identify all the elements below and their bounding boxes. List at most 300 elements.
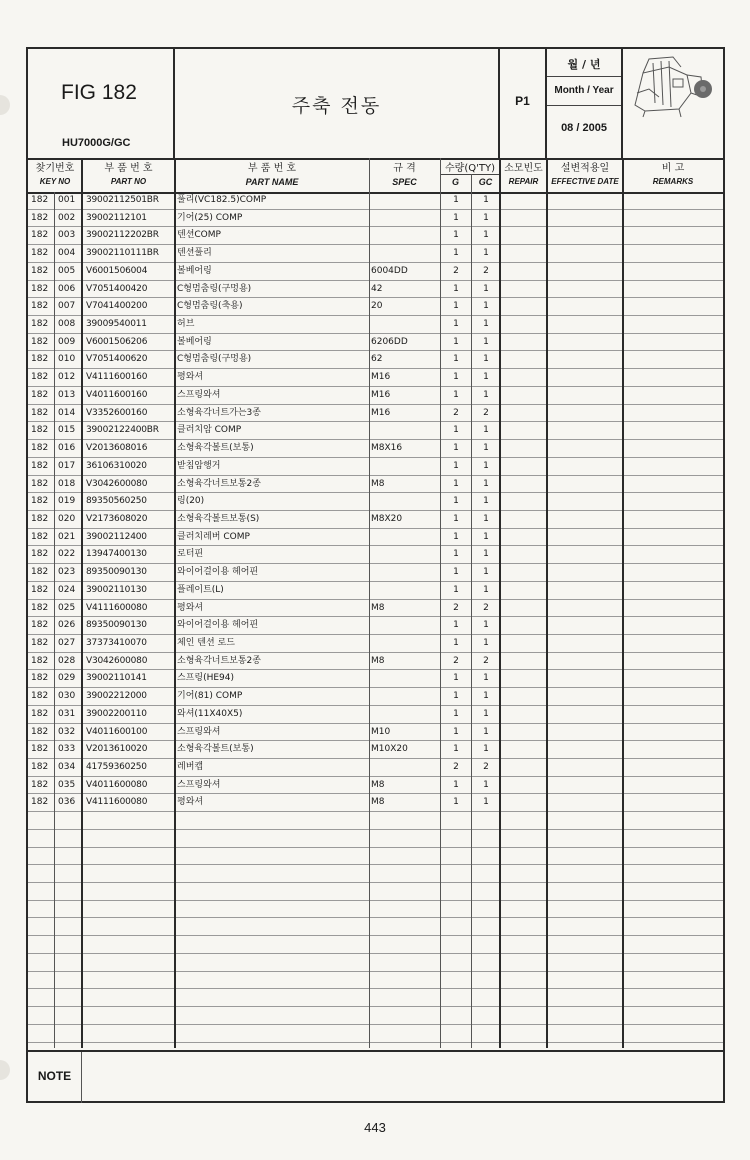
part-number: 39002112501BR bbox=[86, 195, 159, 205]
key-number: 035 bbox=[58, 779, 76, 790]
fig-number: 182 bbox=[31, 620, 49, 631]
part-name: 클러치레버 COMP bbox=[177, 531, 250, 542]
part-name: 볼베어링 bbox=[177, 336, 212, 347]
empty-row bbox=[28, 901, 723, 919]
part-name: C형멈춤링(구멍용) bbox=[177, 283, 252, 294]
col-part-no: 부 품 번 호 PART NO bbox=[104, 163, 153, 186]
part-spec: M10X20 bbox=[371, 744, 408, 755]
part-spec bbox=[371, 582, 441, 599]
table-row bbox=[28, 369, 723, 387]
part-name: 텐션풀리 bbox=[177, 248, 212, 259]
part-spec: 6004DD bbox=[371, 265, 408, 276]
part-name: 평와셔 bbox=[177, 797, 204, 808]
part-name: 소형육각볼트보통(S) bbox=[177, 513, 260, 524]
qty-g: 1 bbox=[453, 567, 459, 578]
col-repair: 소모빈도 REPAIR bbox=[504, 163, 543, 186]
part-number: V3042600080 bbox=[86, 655, 148, 666]
qty-g: 2 bbox=[453, 655, 459, 666]
qty-gc: 1 bbox=[483, 460, 489, 471]
qty-gc: 1 bbox=[483, 319, 489, 330]
part-spec bbox=[371, 706, 441, 723]
table-row bbox=[28, 245, 723, 263]
part-number: 37373410070 bbox=[86, 637, 147, 648]
part-spec bbox=[371, 493, 441, 510]
table-row bbox=[28, 617, 723, 635]
part-number: 13947400130 bbox=[86, 549, 147, 560]
part-name: 소형육각너트보통2종 bbox=[177, 478, 261, 489]
binder-hole-bottom bbox=[0, 1060, 10, 1080]
table-row bbox=[28, 476, 723, 494]
date-value: 08 / 2005 bbox=[561, 122, 607, 134]
col-effective-date: 설변적용일 EFFECTIVE DATE bbox=[551, 163, 619, 186]
qty-g: 2 bbox=[453, 265, 459, 276]
fig-number: 182 bbox=[31, 584, 49, 595]
part-number: V2013610020 bbox=[86, 744, 148, 755]
part-number: V2013608016 bbox=[86, 443, 148, 454]
fig-number: 182 bbox=[31, 354, 49, 365]
part-number: V6001506206 bbox=[86, 336, 148, 347]
key-number: 022 bbox=[58, 549, 76, 560]
qty-gc: 2 bbox=[483, 655, 489, 666]
qty-gc: 1 bbox=[483, 354, 489, 365]
part-name: 레버캡 bbox=[177, 762, 204, 772]
fig-label: FIG 182 bbox=[61, 81, 137, 104]
qty-gc: 1 bbox=[483, 443, 489, 454]
part-number: 39002122400BR bbox=[86, 425, 159, 436]
qty-gc: 1 bbox=[483, 726, 489, 737]
fig-cell bbox=[28, 49, 175, 158]
part-number: 39002212000 bbox=[86, 691, 147, 702]
empty-row bbox=[28, 936, 723, 954]
key-number: 020 bbox=[58, 513, 76, 524]
empty-row bbox=[28, 972, 723, 990]
part-name: 텐션COMP bbox=[177, 230, 221, 241]
qty-g: 1 bbox=[453, 389, 459, 400]
qty-g: 1 bbox=[453, 779, 459, 790]
part-name: 볼베어링 bbox=[177, 265, 212, 276]
part-name: 체인 텐션 로드 bbox=[177, 637, 235, 648]
part-name: 와셔(11X40X5) bbox=[177, 708, 243, 719]
part-name: 소형육각볼트(보통) bbox=[177, 744, 254, 755]
date-label-en: Month / Year bbox=[554, 85, 614, 96]
part-name: 풀리(VC182.5)COMP bbox=[177, 195, 267, 205]
fig-number: 182 bbox=[31, 443, 49, 454]
fig-number: 182 bbox=[31, 797, 49, 808]
table-row bbox=[28, 210, 723, 228]
table-row bbox=[28, 794, 723, 812]
table-row bbox=[28, 440, 723, 458]
qty-gc: 1 bbox=[483, 496, 489, 507]
part-number: 39002200110 bbox=[86, 708, 147, 719]
qty-gc: 1 bbox=[483, 513, 489, 524]
key-number: 029 bbox=[58, 673, 76, 684]
qty-gc: 1 bbox=[483, 584, 489, 595]
fig-number: 182 bbox=[31, 301, 49, 312]
col-spec: 규 격 SPEC bbox=[392, 163, 417, 187]
part-name: 소형육각너트가는3종 bbox=[177, 407, 261, 418]
qty-gc: 1 bbox=[483, 389, 489, 400]
empty-row bbox=[28, 848, 723, 866]
key-number: 008 bbox=[58, 319, 76, 330]
qty-g: 1 bbox=[453, 549, 459, 560]
table-row bbox=[28, 281, 723, 299]
part-spec bbox=[371, 458, 441, 475]
part-spec bbox=[371, 210, 441, 227]
key-number: 032 bbox=[58, 726, 76, 737]
part-name: 클러치암 COMP bbox=[177, 425, 242, 436]
part-name: 플레이트(L) bbox=[177, 584, 224, 595]
key-number: 017 bbox=[58, 460, 76, 471]
qty-gc: 2 bbox=[483, 762, 489, 772]
part-spec: M10 bbox=[371, 726, 391, 737]
table-row bbox=[28, 493, 723, 511]
qty-g: 1 bbox=[453, 691, 459, 702]
part-number: 39002112202BR bbox=[86, 230, 159, 241]
part-number: 41759360250 bbox=[86, 762, 147, 772]
table-row bbox=[28, 263, 723, 281]
qty-g: 1 bbox=[453, 230, 459, 241]
part-spec: M8 bbox=[371, 655, 385, 666]
table-row bbox=[28, 316, 723, 334]
col-remarks: 비 고 REMARKS bbox=[652, 163, 694, 186]
fig-number: 182 bbox=[31, 762, 49, 772]
qty-gc: 1 bbox=[483, 620, 489, 631]
table-row bbox=[28, 635, 723, 653]
part-spec bbox=[371, 759, 441, 776]
qty-gc: 1 bbox=[483, 425, 489, 436]
column-headers bbox=[28, 158, 723, 194]
page-label-cell bbox=[500, 49, 547, 158]
part-number: 89350560250 bbox=[86, 496, 147, 507]
fig-number: 182 bbox=[31, 531, 49, 542]
part-spec: 6206DD bbox=[371, 336, 408, 347]
part-name: 로터핀 bbox=[177, 549, 204, 560]
key-number: 019 bbox=[58, 496, 76, 507]
empty-row bbox=[28, 812, 723, 830]
part-spec: 20 bbox=[371, 301, 383, 312]
part-number: V4111600080 bbox=[86, 797, 148, 808]
qty-g: 1 bbox=[453, 283, 459, 294]
qty-gc: 2 bbox=[483, 407, 489, 418]
table-row bbox=[28, 511, 723, 529]
col-qty: 수량(Q'TY) G GC bbox=[440, 158, 500, 192]
fig-number: 182 bbox=[31, 460, 49, 471]
part-spec: M8X16 bbox=[371, 443, 403, 454]
key-number: 009 bbox=[58, 336, 76, 347]
qty-gc: 1 bbox=[483, 283, 489, 294]
part-number: V7051400620 bbox=[86, 354, 148, 365]
fig-number: 182 bbox=[31, 478, 49, 489]
part-name: 와이어걸이용 헤어핀 bbox=[177, 567, 259, 578]
part-spec bbox=[371, 316, 441, 333]
fig-number: 182 bbox=[31, 691, 49, 702]
part-number: 89350090130 bbox=[86, 620, 147, 631]
table-row bbox=[28, 334, 723, 352]
part-number: 36106310020 bbox=[86, 460, 147, 471]
empty-row bbox=[28, 1007, 723, 1025]
part-spec bbox=[371, 245, 441, 262]
binder-hole-top bbox=[0, 95, 10, 115]
qty-gc: 1 bbox=[483, 637, 489, 648]
key-number: 018 bbox=[58, 478, 76, 489]
part-spec: 62 bbox=[371, 354, 383, 365]
table-row bbox=[28, 422, 723, 440]
header bbox=[28, 49, 723, 160]
part-name: 받침암행거 bbox=[177, 460, 221, 471]
fig-number: 182 bbox=[31, 212, 49, 223]
part-number: 39002112400 bbox=[86, 531, 147, 542]
qty-g: 1 bbox=[453, 443, 459, 454]
key-number: 033 bbox=[58, 744, 76, 755]
part-spec bbox=[371, 529, 441, 546]
qty-g: 1 bbox=[453, 372, 459, 383]
col-part-name: 부 품 번 호 PART NAME bbox=[245, 163, 299, 187]
date-cell bbox=[547, 49, 623, 158]
part-spec bbox=[371, 192, 441, 209]
part-name: C형멈춤링(축용) bbox=[177, 301, 243, 312]
part-number: V2173608020 bbox=[86, 513, 148, 524]
fig-number: 182 bbox=[31, 195, 49, 205]
empty-row bbox=[28, 918, 723, 936]
key-number: 002 bbox=[58, 212, 76, 223]
fig-number: 182 bbox=[31, 549, 49, 560]
table-row bbox=[28, 706, 723, 724]
part-name: C형멈춤링(구멍용) bbox=[177, 354, 252, 365]
key-number: 028 bbox=[58, 655, 76, 666]
qty-gc: 1 bbox=[483, 372, 489, 383]
table-row bbox=[28, 564, 723, 582]
part-number: V4111600080 bbox=[86, 602, 148, 613]
part-spec bbox=[371, 635, 441, 652]
fig-number: 182 bbox=[31, 637, 49, 648]
fig-number: 182 bbox=[31, 673, 49, 684]
qty-gc: 1 bbox=[483, 195, 489, 205]
qty-gc: 1 bbox=[483, 301, 489, 312]
part-name: 평와셔 bbox=[177, 602, 204, 613]
qty-g: 1 bbox=[453, 797, 459, 808]
qty-g: 1 bbox=[453, 248, 459, 259]
table-row bbox=[28, 387, 723, 405]
qty-g: 2 bbox=[453, 407, 459, 418]
qty-gc: 1 bbox=[483, 797, 489, 808]
part-number: V4011600100 bbox=[86, 726, 148, 737]
fig-number: 182 bbox=[31, 708, 49, 719]
qty-g: 1 bbox=[453, 673, 459, 684]
qty-g: 1 bbox=[453, 319, 459, 330]
fig-number: 182 bbox=[31, 265, 49, 276]
fig-number: 182 bbox=[31, 425, 49, 436]
part-number: V7041400200 bbox=[86, 301, 148, 312]
col-key-no: 찾기번호 KEY NO bbox=[35, 163, 75, 186]
qty-g: 1 bbox=[453, 708, 459, 719]
qty-g: 1 bbox=[453, 637, 459, 648]
qty-g: 2 bbox=[453, 602, 459, 613]
qty-gc: 1 bbox=[483, 779, 489, 790]
key-number: 026 bbox=[58, 620, 76, 631]
qty-g: 1 bbox=[453, 354, 459, 365]
part-number: V7051400420 bbox=[86, 283, 148, 294]
qty-gc: 1 bbox=[483, 212, 489, 223]
part-spec: M8 bbox=[371, 779, 385, 790]
qty-g: 1 bbox=[453, 744, 459, 755]
table-row bbox=[28, 688, 723, 706]
qty-g: 1 bbox=[453, 212, 459, 223]
part-spec bbox=[371, 227, 441, 244]
key-number: 034 bbox=[58, 762, 76, 772]
key-number: 030 bbox=[58, 691, 76, 702]
table-row bbox=[28, 192, 723, 210]
table-row bbox=[28, 351, 723, 369]
page-label: P1 bbox=[515, 94, 530, 108]
part-number: 39009540011 bbox=[86, 319, 147, 330]
qty-g: 1 bbox=[453, 620, 459, 631]
qty-g: 1 bbox=[453, 425, 459, 436]
note-section bbox=[28, 1050, 723, 1103]
part-name: 스프링와셔 bbox=[177, 779, 221, 790]
table-row bbox=[28, 653, 723, 671]
table-row bbox=[28, 298, 723, 316]
qty-gc: 2 bbox=[483, 602, 489, 613]
table-row bbox=[28, 741, 723, 759]
part-spec: M8 bbox=[371, 797, 385, 808]
part-number: V4111600160 bbox=[86, 372, 148, 383]
key-number: 006 bbox=[58, 283, 76, 294]
qty-g: 1 bbox=[453, 460, 459, 471]
part-spec bbox=[371, 422, 441, 439]
key-number: 023 bbox=[58, 567, 76, 578]
fig-number: 182 bbox=[31, 513, 49, 524]
qty-gc: 1 bbox=[483, 336, 489, 347]
date-label-ko: 월 / 년 bbox=[567, 58, 601, 71]
key-number: 027 bbox=[58, 637, 76, 648]
key-number: 007 bbox=[58, 301, 76, 312]
table-row bbox=[28, 529, 723, 547]
fig-number: 182 bbox=[31, 779, 49, 790]
qty-g: 1 bbox=[453, 195, 459, 205]
key-number: 016 bbox=[58, 443, 76, 454]
key-number: 021 bbox=[58, 531, 76, 542]
page-number: 443 bbox=[364, 1120, 386, 1135]
fig-number: 182 bbox=[31, 567, 49, 578]
key-number: 004 bbox=[58, 248, 76, 259]
fig-number: 182 bbox=[31, 602, 49, 613]
part-spec: M8X20 bbox=[371, 513, 403, 524]
table-row bbox=[28, 458, 723, 476]
key-number: 005 bbox=[58, 265, 76, 276]
qty-gc: 2 bbox=[483, 265, 489, 276]
part-spec: 42 bbox=[371, 283, 383, 294]
table-row bbox=[28, 759, 723, 777]
table-row bbox=[28, 777, 723, 795]
key-number: 010 bbox=[58, 354, 76, 365]
qty-gc: 1 bbox=[483, 691, 489, 702]
qty-g: 1 bbox=[453, 584, 459, 595]
qty-gc: 1 bbox=[483, 549, 489, 560]
fig-number: 182 bbox=[31, 319, 49, 330]
key-number: 025 bbox=[58, 602, 76, 613]
empty-row bbox=[28, 865, 723, 883]
part-spec bbox=[371, 617, 441, 634]
key-number: 036 bbox=[58, 797, 76, 808]
qty-gc: 1 bbox=[483, 673, 489, 684]
machine-image-cell bbox=[623, 49, 723, 158]
part-number: V6001506004 bbox=[86, 265, 148, 276]
part-name: 스프링(HE94) bbox=[177, 673, 235, 684]
qty-g: 1 bbox=[453, 336, 459, 347]
part-number: 39002110141 bbox=[86, 673, 147, 684]
key-number: 015 bbox=[58, 425, 76, 436]
table-row bbox=[28, 600, 723, 618]
qty-gc: 1 bbox=[483, 531, 489, 542]
empty-row bbox=[28, 989, 723, 1007]
qty-gc: 1 bbox=[483, 248, 489, 259]
part-number: V4011600080 bbox=[86, 779, 148, 790]
qty-g: 1 bbox=[453, 301, 459, 312]
qty-g: 1 bbox=[453, 726, 459, 737]
table-row bbox=[28, 582, 723, 600]
qty-g: 1 bbox=[453, 496, 459, 507]
part-name: 기어(81) COMP bbox=[177, 691, 243, 702]
part-name: 소형육각볼트(보통) bbox=[177, 443, 254, 454]
part-number: V3042600080 bbox=[86, 478, 148, 489]
part-spec: M8 bbox=[371, 478, 385, 489]
col-qty-gc: GC bbox=[478, 177, 493, 187]
table-row bbox=[28, 227, 723, 245]
fig-number: 182 bbox=[31, 248, 49, 259]
fig-number: 182 bbox=[31, 726, 49, 737]
part-spec bbox=[371, 546, 441, 563]
key-number: 012 bbox=[58, 372, 76, 383]
part-name: 기어(25) COMP bbox=[177, 212, 243, 223]
qty-gc: 1 bbox=[483, 230, 489, 241]
qty-gc: 1 bbox=[483, 567, 489, 578]
part-spec: M16 bbox=[371, 389, 391, 400]
table-row bbox=[28, 405, 723, 423]
col-qty-g: G bbox=[451, 177, 459, 187]
key-number: 024 bbox=[58, 584, 76, 595]
qty-g: 1 bbox=[453, 513, 459, 524]
empty-row bbox=[28, 830, 723, 848]
part-number: 39002110130 bbox=[86, 584, 147, 595]
fig-number: 182 bbox=[31, 372, 49, 383]
fig-number: 182 bbox=[31, 407, 49, 418]
table-row bbox=[28, 670, 723, 688]
parts-list-frame bbox=[26, 47, 725, 1103]
page-title: 주축 전동 bbox=[291, 95, 382, 117]
empty-row bbox=[28, 883, 723, 901]
parts-table-body bbox=[28, 192, 723, 1043]
empty-row bbox=[28, 1025, 723, 1043]
qty-gc: 1 bbox=[483, 478, 489, 489]
part-name: 와이어걸이용 헤어핀 bbox=[177, 620, 259, 631]
harvester-machine-icon bbox=[629, 53, 715, 119]
part-name: 스프링와셔 bbox=[177, 389, 221, 400]
qty-gc: 1 bbox=[483, 744, 489, 755]
part-spec: M16 bbox=[371, 372, 391, 383]
key-number: 014 bbox=[58, 407, 76, 418]
fig-number: 182 bbox=[31, 283, 49, 294]
part-name: 링(20) bbox=[177, 496, 205, 507]
fig-number: 182 bbox=[31, 496, 49, 507]
part-number: V3352600160 bbox=[86, 407, 148, 418]
model-label: HU7000G/GC bbox=[62, 137, 131, 149]
fig-number: 182 bbox=[31, 230, 49, 241]
part-name: 소형육각너트보통2종 bbox=[177, 655, 261, 666]
fig-number: 182 bbox=[31, 389, 49, 400]
qty-g: 1 bbox=[453, 478, 459, 489]
part-name: 허브 bbox=[177, 319, 195, 330]
fig-number: 182 bbox=[31, 336, 49, 347]
